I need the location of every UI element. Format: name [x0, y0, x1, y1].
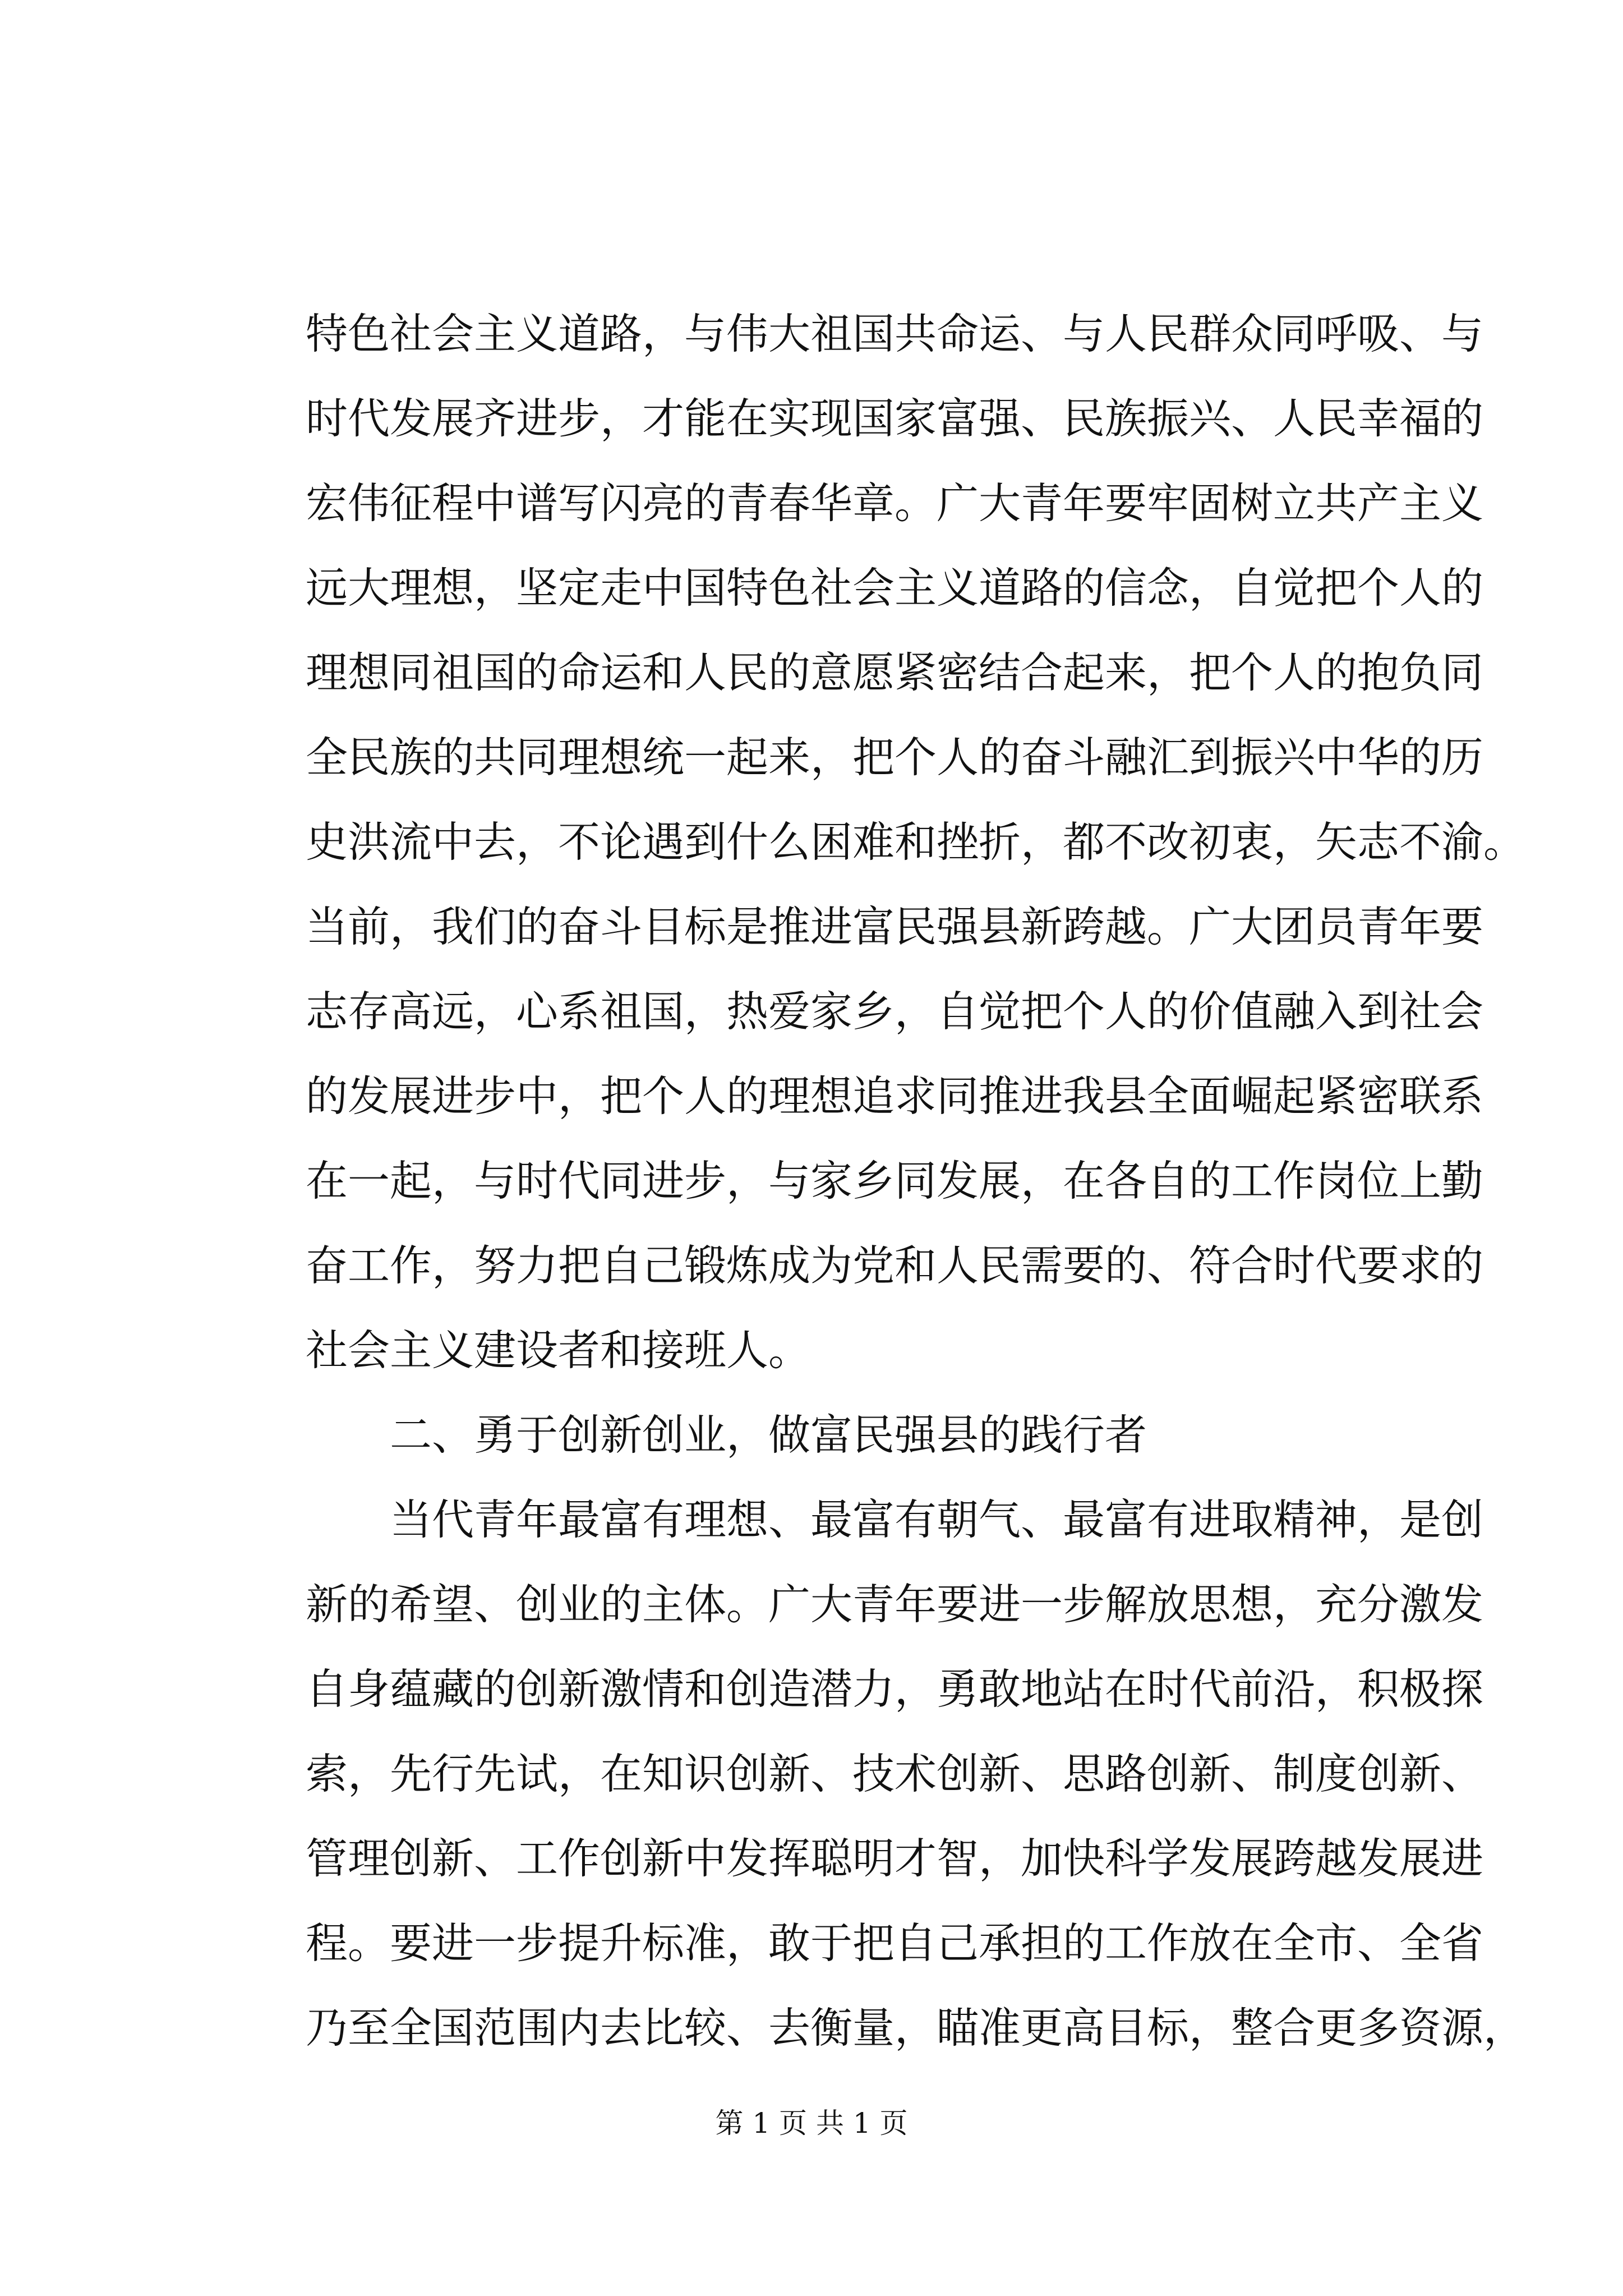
paragraph-line: 全民族的共同理想统一起来，把个人的奋斗融汇到振兴中华的历	[306, 733, 1484, 782]
paragraph-line: 史洪流中去，不论遇到什么困难和挫折，都不改初衷，矢志不渝。	[306, 817, 1526, 867]
paragraph-line: 时代发展齐进步，才能在实现国家富强、民族振兴、人民幸福的	[306, 394, 1484, 443]
paragraph-line: 乃至全国范围内去比较、去衡量，瞄准更高目标，整合更多资源，	[306, 2003, 1526, 2053]
paragraph-line: 当代青年最富有理想、最富有朝气、最富有进取精神，是创	[390, 1495, 1484, 1544]
paragraph-line: 当前，我们的奋斗目标是推进富民强县新跨越。广大团员青年要	[306, 902, 1484, 951]
paragraph-line: 自身蕴藏的创新激情和创造潜力，勇敢地站在时代前沿，积极探	[306, 1664, 1484, 1714]
document-body	[306, 292, 1526, 2070]
paragraph-line: 管理创新、工作创新中发挥聪明才智，加快科学发展跨越发展进	[306, 1834, 1484, 1883]
paragraph-line: 远大理想，坚定走中国特色社会主义道路的信念，自觉把个人的	[306, 563, 1484, 613]
paragraph-line: 宏伟征程中谱写闪亮的青春华章。广大青年要牢固树立共产主义	[306, 478, 1484, 528]
paragraph-line: 的发展进步中，把个人的理想追求同推进我县全面崛起紧密联系	[306, 1071, 1484, 1121]
paragraph-line: 理想同祖国的命运和人民的意愿紧密结合起来，把个人的抱负同	[306, 648, 1484, 697]
paragraph-line: 新的希望、创业的主体。广大青年要进一步解放思想，充分激发	[306, 1580, 1484, 1629]
page-footer: 第 1 页 共 1 页	[715, 2107, 908, 2139]
paragraph-line: 在一起，与时代同进步，与家乡同发展，在各自的工作岗位上勤	[306, 1156, 1484, 1205]
paragraph-line: 索，先行先试，在知识创新、技术创新、思路创新、制度创新、	[306, 1749, 1484, 1798]
section-heading: 二、勇于创新创业，做富民强县的践行者	[390, 1410, 1147, 1460]
paragraph-line: 志存高远，心系祖国，热爱家乡，自觉把个人的价值融入到社会	[306, 987, 1484, 1036]
paragraph-line: 程。要进一步提升标准，敢于把自己承担的工作放在全市、全省	[306, 1918, 1484, 1968]
paragraph-line: 奋工作，努力把自己锻炼成为党和人民需要的、符合时代要求的	[306, 1241, 1484, 1290]
paragraph-line: 特色社会主义道路，与伟大祖国共命运、与人民群众同呼吸、与	[306, 309, 1484, 358]
paragraph-line: 社会主义建设者和接班人。	[306, 1326, 811, 1375]
